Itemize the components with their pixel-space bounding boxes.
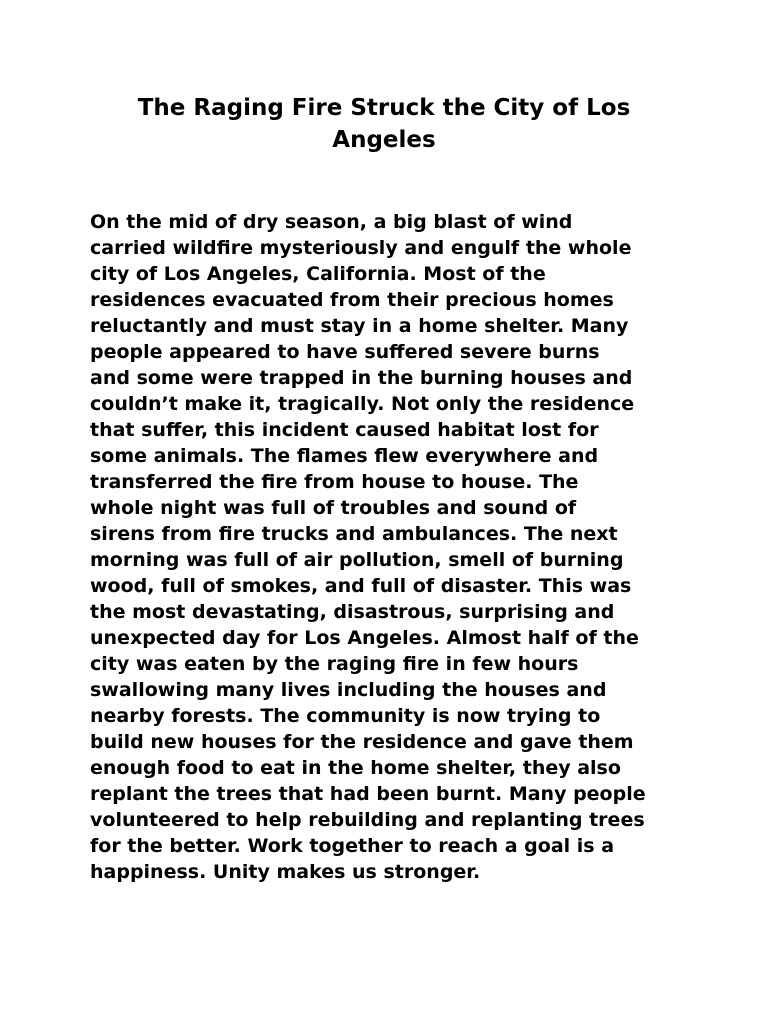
body-line: morning was full of air pollution, smell of burning [90, 549, 624, 571]
body-line: for the better. Work together to reach a goal is a [90, 835, 615, 857]
body-line: unexpected day for Los Angeles. Almost half of the [90, 627, 639, 649]
document-title [90, 92, 678, 156]
body-line: nearby forests. The community is now trying to [90, 705, 601, 727]
body-line: residences evacuated from their precious homes [90, 289, 614, 311]
body-line: reluctantly and must stay in a home shelter. Many [90, 315, 629, 337]
body-line: the most devastating, disastrous, surprising and [90, 601, 615, 623]
title-line-2: Angeles [332, 127, 436, 153]
body-line: transferred the fire from house to house. The [90, 471, 579, 493]
body-line: wood, full of smokes, and full of disaster. This was [90, 575, 632, 597]
title-line-1: The Raging Fire Struck the City of Los [137, 95, 631, 121]
body-line: and some were trapped in the burning houses and [90, 367, 633, 389]
body-line: On the mid of dry season, a big blast of wind [90, 211, 573, 233]
body-line: swallowing many lives including the houses and [90, 679, 607, 701]
body-line: sirens from fire trucks and ambulances. The next [90, 523, 618, 545]
body-line: that suffer, this incident caused habitat lost for [90, 419, 599, 441]
body-paragraph [90, 209, 690, 885]
body-line: replant the trees that had been burnt. Many people [90, 783, 646, 805]
body-line: city was eaten by the raging fire in few hours [90, 653, 579, 675]
body-line: build new houses for the residence and gave them [90, 731, 634, 753]
body-line: couldn’t make it, tragically. Not only the residence [90, 393, 635, 415]
body-line: some animals. The flames flew everywhere and [90, 445, 599, 467]
body-line: whole night was full of troubles and sound of [90, 497, 577, 519]
body-line: happiness. Unity makes us stronger. [90, 861, 481, 883]
body-line: city of Los Angeles, California. Most of the [90, 263, 546, 285]
body-line: enough food to eat in the home shelter, they also [90, 757, 621, 779]
body-line: carried wildfire mysteriously and engulf the whole [90, 237, 632, 259]
body-line: people appeared to have suffered severe burns [90, 341, 600, 363]
body-line: volunteered to help rebuilding and replanting trees [90, 809, 645, 831]
